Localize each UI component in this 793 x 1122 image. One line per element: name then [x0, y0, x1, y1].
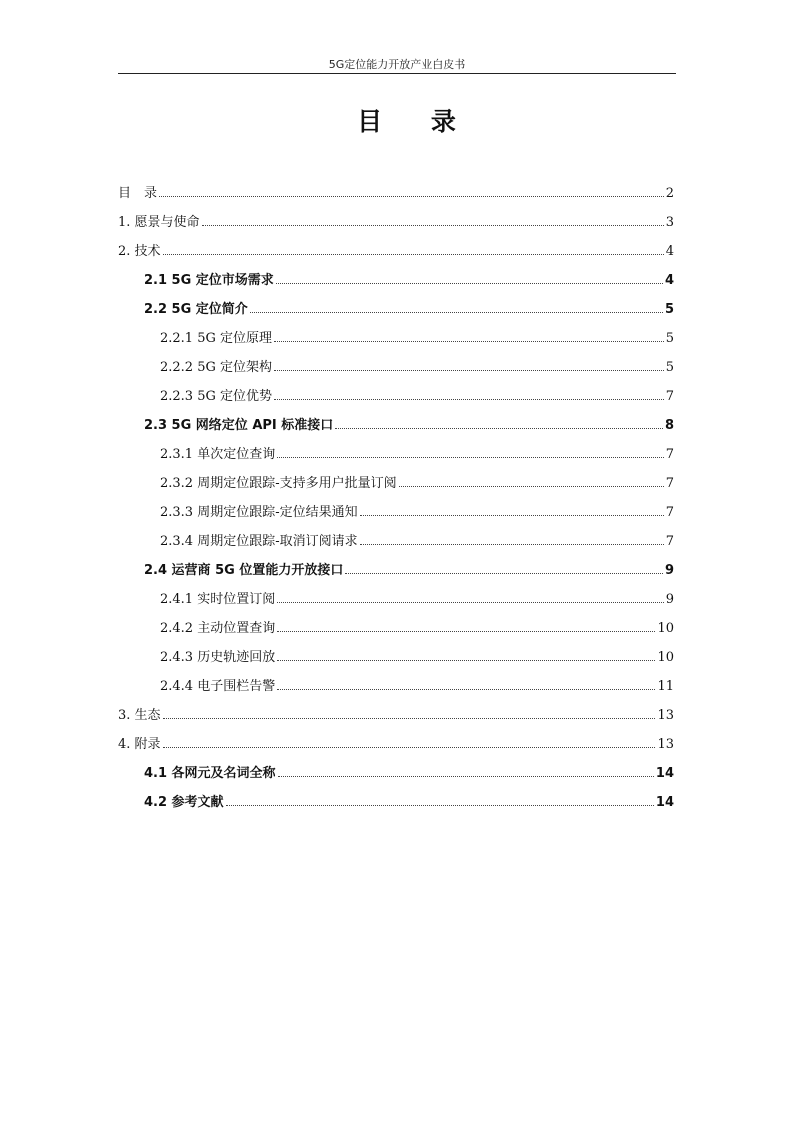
toc-dot-leader [360, 515, 664, 516]
toc-entry[interactable] [118, 346, 674, 375]
toc-dot-leader [360, 544, 664, 545]
toc-entry[interactable] [118, 723, 674, 752]
toc-entry[interactable] [118, 665, 674, 694]
toc-entry-page: 7 [665, 476, 674, 491]
toc-entry-label: 2.3.1 单次定位查询 [160, 447, 276, 462]
toc-entry-page: 9 [665, 592, 674, 607]
toc-dot-leader [159, 196, 664, 197]
toc-entry[interactable] [118, 520, 674, 549]
toc-dot-leader [226, 805, 654, 806]
toc-entry-label: 2.3 5G 网络定位 API 标准接口 [144, 418, 334, 433]
toc-entry-page: 7 [665, 389, 674, 404]
toc-entry-label: 2. 技术 [118, 244, 161, 259]
toc-dot-leader [278, 776, 654, 777]
toc-entry[interactable] [118, 404, 674, 433]
toc-dot-leader [277, 457, 664, 458]
toc-entry-label: 目 录 [118, 186, 158, 201]
toc-entry-label: 4.2 参考文献 [144, 795, 224, 810]
toc-entry[interactable] [118, 781, 674, 810]
toc-entry-page: 8 [664, 418, 674, 433]
toc-dot-leader [277, 631, 655, 632]
toc-entry-label: 2.3.2 周期定位跟踪-支持多用户批量订阅 [160, 476, 397, 491]
toc-entry-label: 3. 生态 [118, 708, 161, 723]
toc-entry-page: 4 [664, 273, 674, 288]
toc-entry-page: 3 [665, 215, 674, 230]
toc-dot-leader [399, 486, 664, 487]
toc-entry-page: 2 [665, 186, 674, 201]
toc-entry[interactable] [118, 201, 674, 230]
toc-dot-leader [163, 718, 656, 719]
toc-entry[interactable] [118, 607, 674, 636]
toc-entry-label: 2.2.3 5G 定位优势 [160, 389, 272, 404]
toc-entry[interactable] [118, 491, 674, 520]
toc-entry-label: 2.4.1 实时位置订阅 [160, 592, 276, 607]
toc-entry-label: 2.2.2 5G 定位架构 [160, 360, 272, 375]
toc-entry-label: 2.4.2 主动位置查询 [160, 621, 276, 636]
toc-entry-page: 7 [665, 505, 674, 520]
toc-entry-page: 10 [657, 650, 674, 665]
toc-entry-page: 5 [664, 302, 674, 317]
toc-entry[interactable] [118, 578, 674, 607]
toc-entry-page: 5 [665, 360, 674, 375]
toc-dot-leader [277, 602, 664, 603]
page-title: 目 录 [357, 107, 476, 136]
toc-entry-label: 2.4.4 电子围栏告警 [160, 679, 276, 694]
toc-entry-label: 2.2.1 5G 定位原理 [160, 331, 272, 346]
toc-entry-label: 2.4 运营商 5G 位置能力开放接口 [144, 563, 344, 578]
toc-dot-leader [274, 370, 664, 371]
toc-entry[interactable] [118, 636, 674, 665]
toc-entry-page: 13 [657, 708, 674, 723]
toc-entry[interactable] [118, 752, 674, 781]
toc-dot-leader [250, 312, 663, 313]
toc-dot-leader [276, 283, 663, 284]
toc-entry[interactable] [118, 288, 674, 317]
header-divider [118, 73, 676, 74]
toc-entry[interactable] [118, 433, 674, 462]
toc-entry[interactable] [118, 172, 674, 201]
toc-entry-page: 14 [655, 766, 674, 781]
toc-entry[interactable] [118, 462, 674, 491]
toc-dot-leader [163, 254, 664, 255]
toc-entry[interactable] [118, 317, 674, 346]
toc-dot-leader [277, 660, 655, 661]
toc-entry-page: 10 [657, 621, 674, 636]
toc-entry-label: 4. 附录 [118, 737, 161, 752]
toc-entry-page: 9 [664, 563, 674, 578]
toc-entry-page: 11 [657, 679, 674, 694]
toc-entry[interactable] [118, 230, 674, 259]
toc-entry-page: 4 [665, 244, 674, 259]
toc-entry-page: 5 [665, 331, 674, 346]
toc-entry-label: 4.1 各网元及名词全称 [144, 766, 276, 781]
toc-entry[interactable] [118, 259, 674, 288]
toc-entry-page: 7 [665, 534, 674, 549]
toc-entry[interactable] [118, 375, 674, 404]
table-of-contents [118, 172, 674, 810]
toc-entry[interactable] [118, 549, 674, 578]
toc-entry-label: 2.3.3 周期定位跟踪-定位结果通知 [160, 505, 358, 520]
toc-entry-label: 2.3.4 周期定位跟踪-取消订阅请求 [160, 534, 358, 549]
toc-entry-page: 13 [657, 737, 674, 752]
toc-dot-leader [163, 747, 656, 748]
toc-entry-label: 1. 愿景与使命 [118, 215, 200, 230]
toc-dot-leader [277, 689, 655, 690]
page-header: 5G定位能力开放产业白皮书 [328, 58, 466, 71]
toc-dot-leader [274, 399, 664, 400]
toc-entry-label: 2.1 5G 定位市场需求 [144, 273, 274, 288]
toc-dot-leader [345, 573, 663, 574]
toc-entry-label: 2.2 5G 定位简介 [144, 302, 248, 317]
toc-entry-page: 14 [655, 795, 674, 810]
toc-entry[interactable] [118, 694, 674, 723]
toc-dot-leader [335, 428, 663, 429]
toc-dot-leader [274, 341, 664, 342]
toc-entry-label: 2.4.3 历史轨迹回放 [160, 650, 276, 665]
toc-dot-leader [202, 225, 664, 226]
toc-entry-page: 7 [665, 447, 674, 462]
